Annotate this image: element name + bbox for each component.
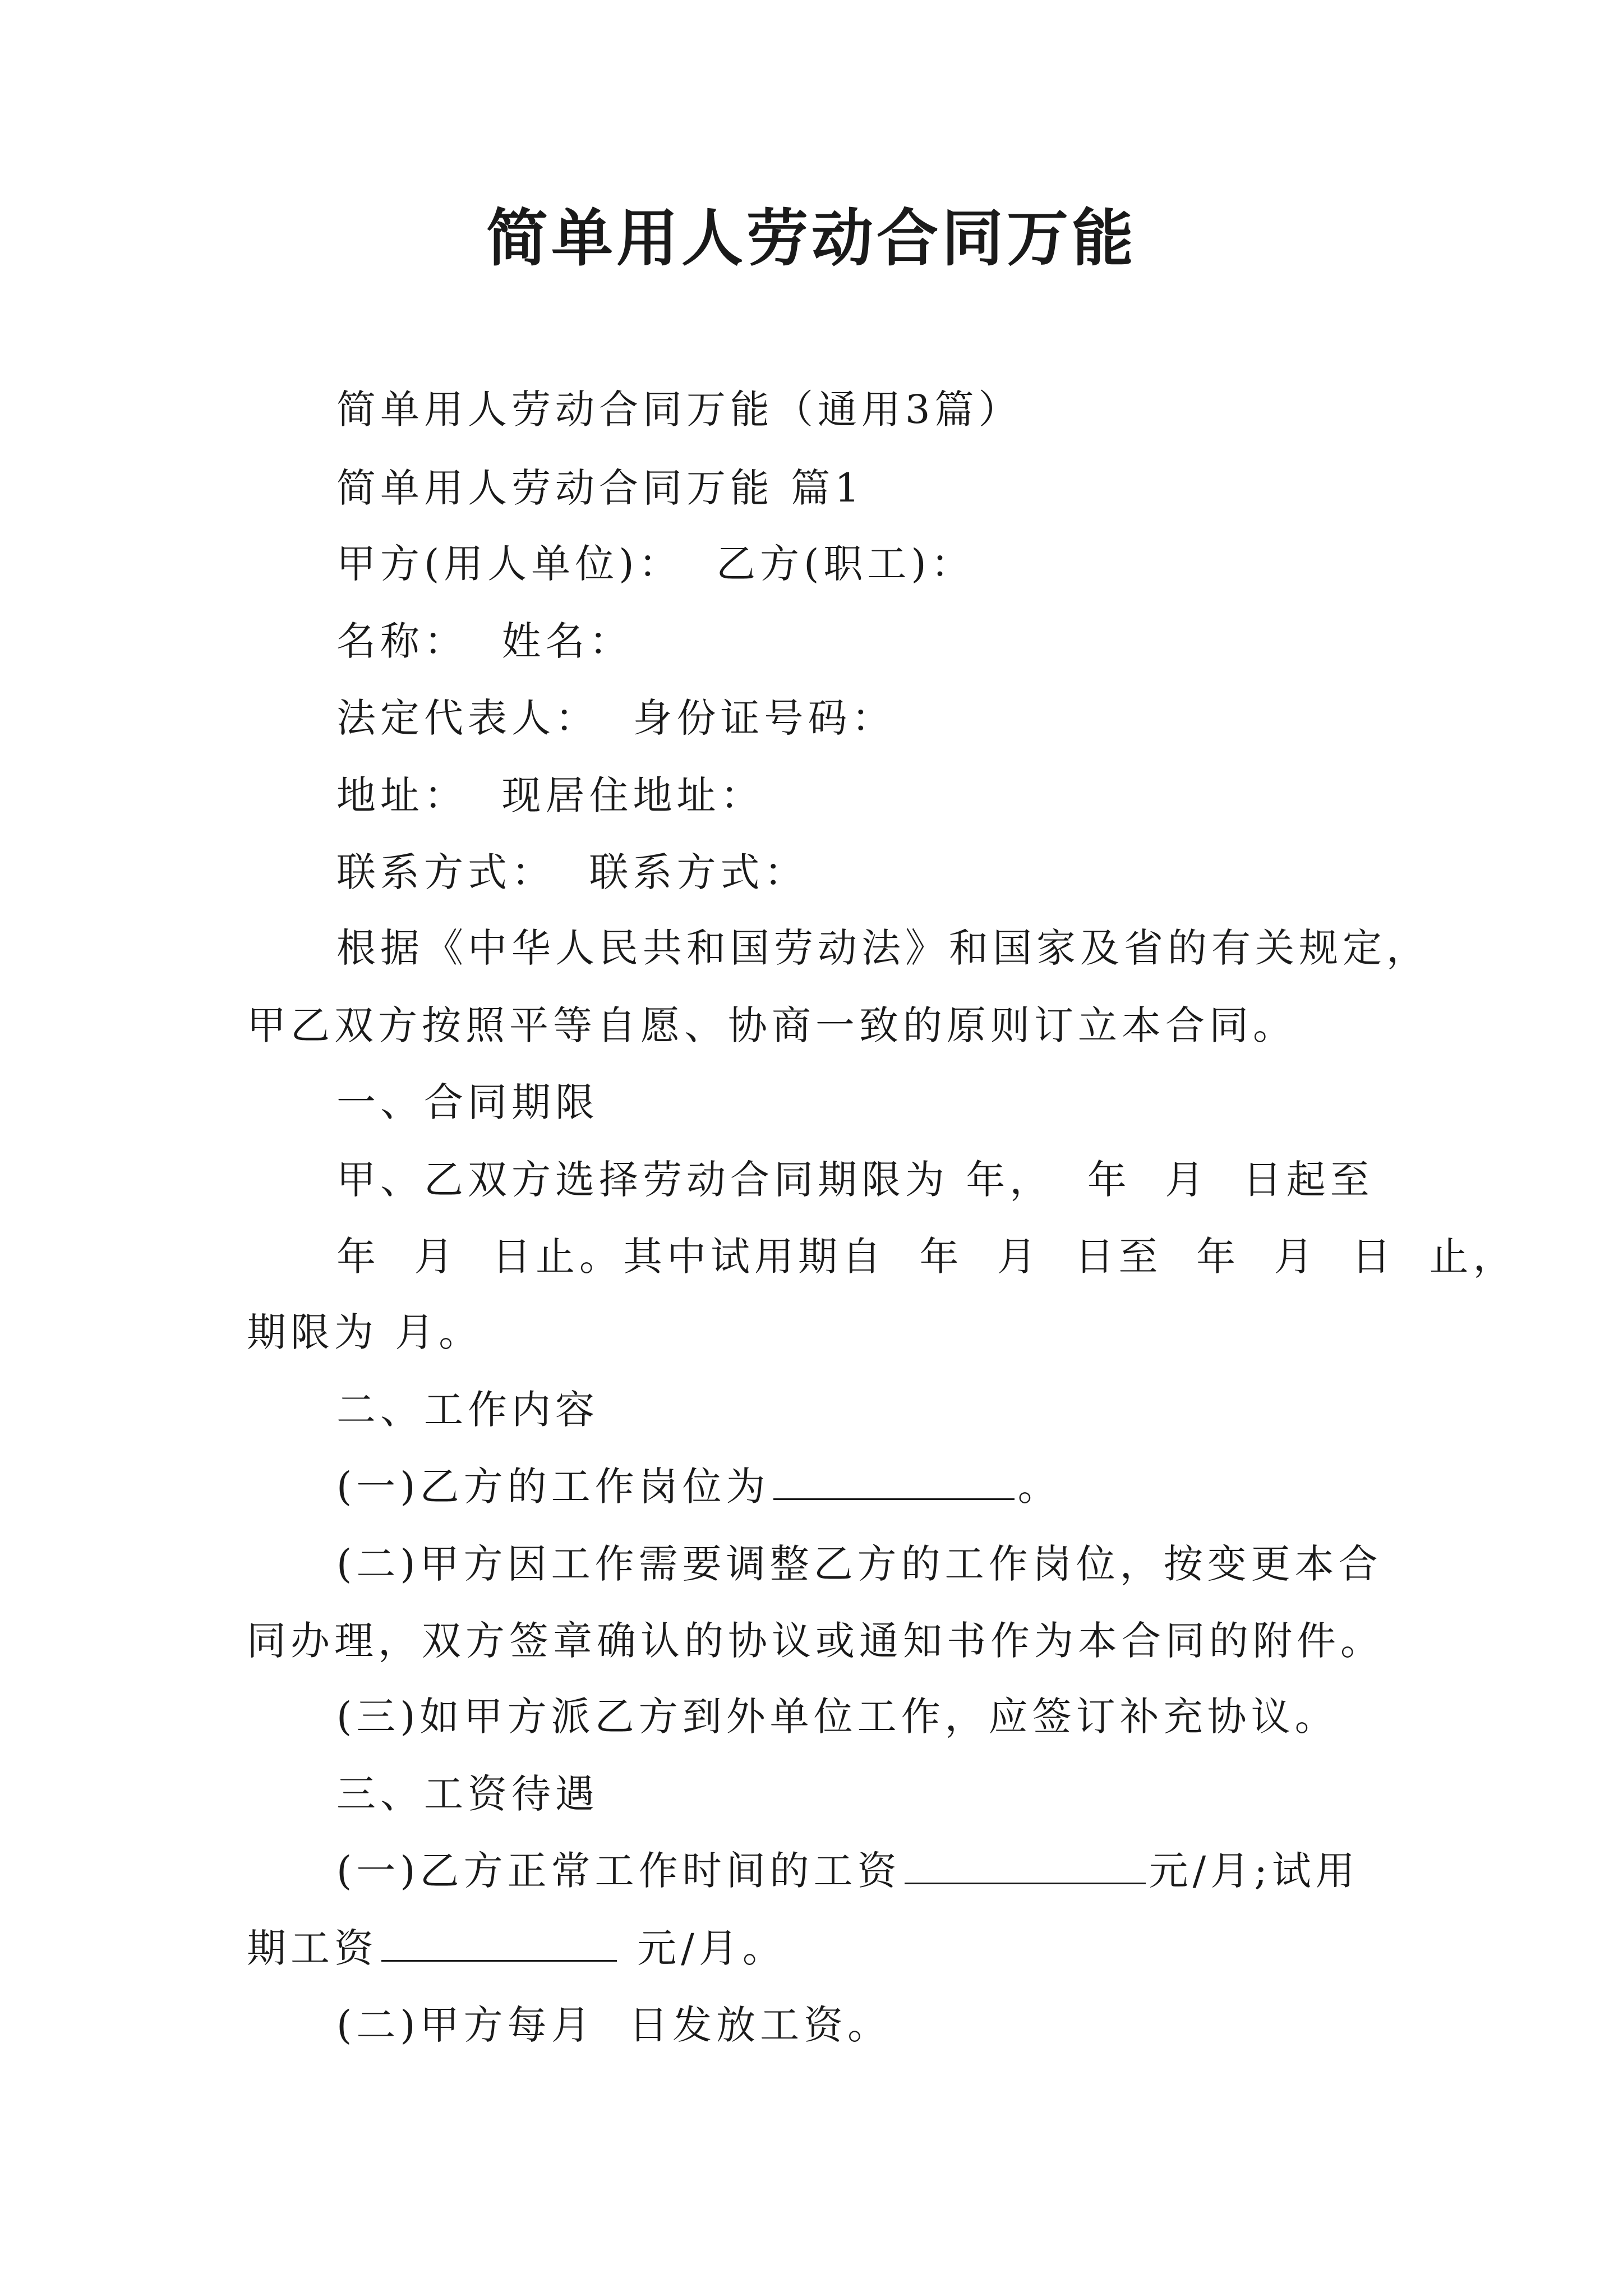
probation-salary-unit: 元/月。 (620, 1925, 786, 1971)
section-3-item-1-line-1 (336, 1843, 1359, 1899)
section-2-item-1 (336, 1458, 1062, 1515)
document-subtitle: 简单用人劳动合同万能（通用3篇） (336, 386, 1022, 432)
section-1-title: 一、合同期限 (336, 1079, 599, 1125)
section-2-item-1-text: (一)乙方的工作岗位为 (336, 1464, 770, 1510)
salary-blank (905, 1848, 1146, 1884)
party-header: 甲方(用人单位)： 乙方(职工)： (336, 541, 975, 587)
basis-paragraph-line-2: 甲乙双方按照平等自愿、协商一致的原则订立本合同。 (247, 1002, 1297, 1048)
section-2-item-1-end: 。 (1017, 1464, 1062, 1510)
name-row: 名称： 姓名： (336, 618, 633, 664)
section-1-line-2: 年 月 日止。其中试用期自 年 月 日至 年 月 日 止， (336, 1234, 1517, 1280)
section-3-item-2: (二)甲方每月 日发放工资。 (336, 2002, 892, 2048)
basis-paragraph-line-1: 根据《中华人民共和国劳动法》和国家及省的有关规定， (336, 925, 1430, 971)
document-title: 简单用人劳动合同万能 (486, 202, 1137, 274)
probation-salary-label: 期工资 (247, 1925, 378, 1971)
section-1-line-3: 期限为 月。 (247, 1309, 483, 1355)
representative-row: 法定代表人： 身份证号码： (336, 695, 896, 741)
section-3-item-1-unit: 元/月;试用 (1149, 1848, 1359, 1894)
section-2-title: 二、工作内容 (336, 1387, 599, 1433)
section-2-item-2-line-2: 同办理，双方签章确认的协议或通知书作为本合同的附件。 (247, 1618, 1384, 1664)
section-3-item-1-line-2 (247, 1920, 786, 1976)
section-2-item-3: (三)如甲方派乙方到外单位工作，应签订补充协议。 (336, 1694, 1339, 1740)
address-row: 地址： 现居住地址： (336, 772, 764, 818)
chapter-heading: 简单用人劳动合同万能 篇1 (336, 465, 864, 511)
section-1-line-1: 甲、乙双方选择劳动合同期限为 年， 年 月 日起至 (336, 1157, 1374, 1203)
section-3-item-1-text: (一)乙方正常工作时间的工资 (336, 1848, 901, 1894)
contact-row: 联系方式： 联系方式： (336, 849, 808, 895)
section-2-item-2-line-1: (二)甲方因工作需要调整乙方的工作岗位，按变更本合 (336, 1541, 1382, 1587)
probation-salary-blank (381, 1925, 617, 1962)
job-position-blank (773, 1464, 1015, 1500)
section-3-title: 三、工资待遇 (336, 1771, 599, 1817)
